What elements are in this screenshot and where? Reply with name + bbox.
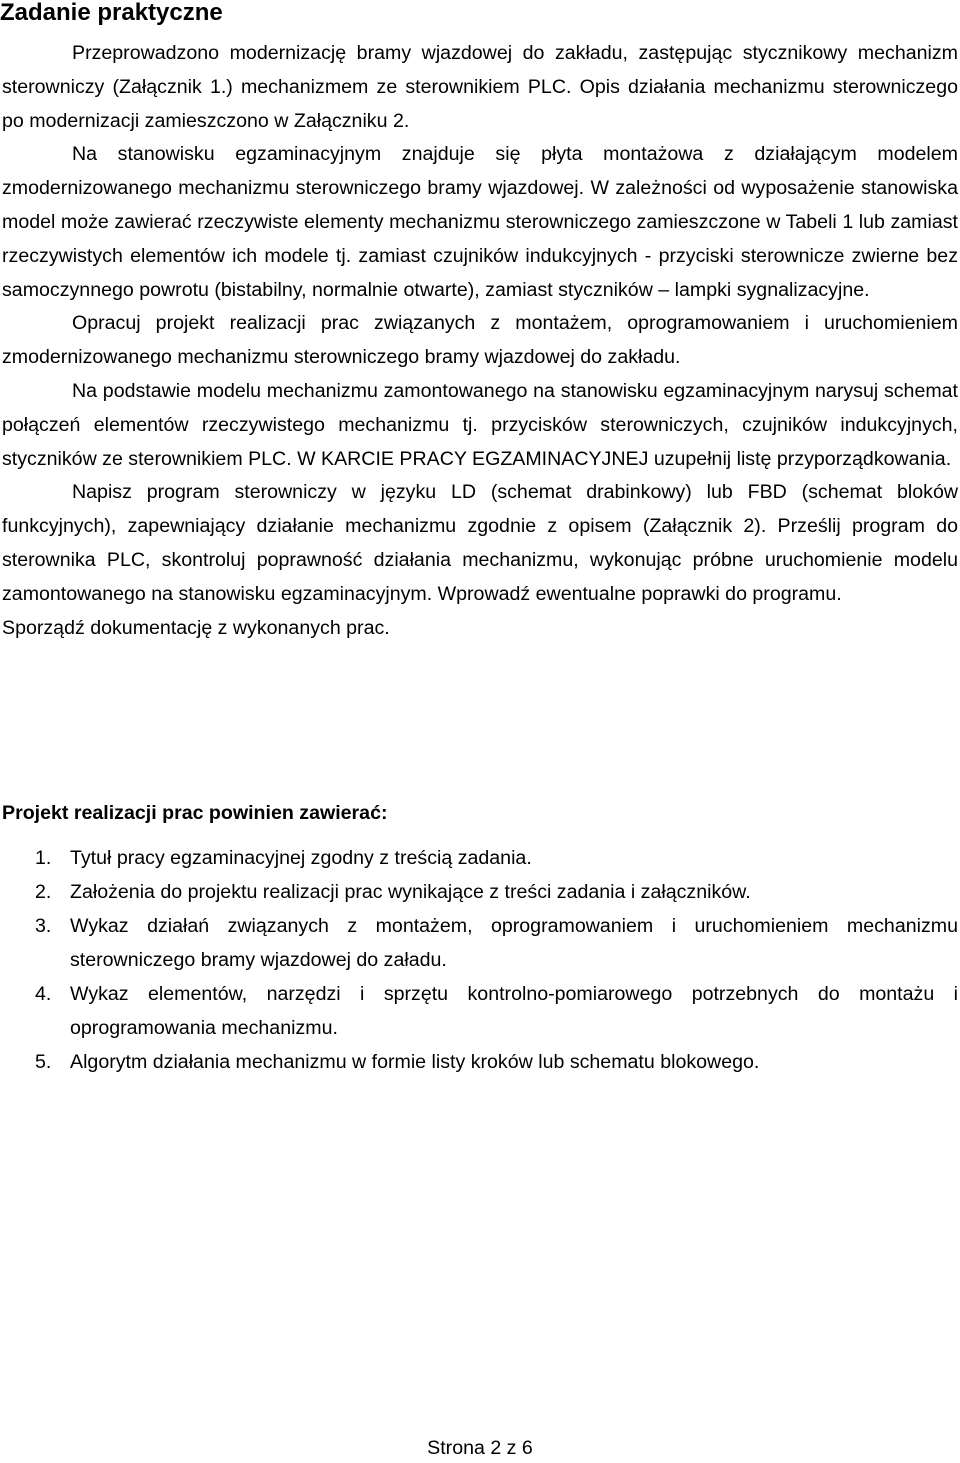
page-number: Strona 2 z 6 [427,1437,533,1459]
task-description [2,37,958,645]
project-requirements-list [2,841,958,1079]
list-item [2,909,958,977]
paragraph: Na podstawie modelu mechanizmu zamontowanego na stanowisku egzaminacyjnym narysuj schemat połączeń elementów rzeczywistego mechanizmu tj. przycisków sterowniczych, czujników indukcyjnych, styczników ze sterownikiem PLC. W KARCIE PRACY EGZAMINACYJNEJ uzupełnij listę przyporządkowania. [2,379,958,470]
list-item-text: Wykaz elementów, narzędzi i sprzętu kontrolno-pomiarowego potrzebnych do montażu i oprogramowania mechanizmu. [70,983,958,1039]
list-item-number: 4. [35,983,52,1005]
list-item-text: Założenia do projektu realizacji prac wynikające z treści zadania i załączników. [70,881,751,903]
list-item-number: 1. [35,847,52,869]
paragraph: Opracuj projekt realizacji prac związanych z montażem, oprogramowaniem i uruchomieniem zmodernizowanego mechanizmu sterowniczego bramy wjazdowej do zakładu. [2,312,958,369]
list-item-text: Wykaz działań związanych z montażem, oprogramowaniem i uruchomieniem mechanizmu sterowniczego bramy wjazdowej do załadu. [70,915,958,971]
list-item [2,977,958,1045]
list-item-text: Algorytm działania mechanizmu w formie listy kroków lub schematu blokowego. [70,1051,760,1073]
list-item [2,1045,958,1079]
project-heading: Projekt realizacji prac powinien zawierać: [2,802,388,824]
list-item-number: 3. [35,915,52,937]
paragraph: Przeprowadzono modernizację bramy wjazdowej do zakładu, zastępując stycznikowy mechanizm sterowniczy (Załącznik 1.) mechanizmem ze sterownikiem PLC. Opis działania mechanizmu sterowniczego po modernizacji zamieszczono w Załączniku 2. [2,42,958,132]
paragraph: Na stanowisku egzaminacyjnym znajduje się płyta montażowa z działającym modelem zmodernizowanego mechanizmu sterowniczego bramy wjazdowej. W zależności od wyposażenie stanowiska model może zawierać rzeczywiste elementy mechanizmu sterowniczego zamieszczone w Tabeli 1 lub zamiast rzeczywistych elementów ich modele tj. zamiast czujników indukcyjnych - przyciski sterownicze zwierne bez samoczynnego powrotu (bistabilny, normalnie otwarte), zamiast styczników – lampki sygnalizacyjne. [2,143,958,301]
list-item-number: 2. [35,881,52,903]
paragraph: Sporządź dokumentację z wykonanych prac. [2,616,390,639]
list-item [2,841,958,875]
page-title: Zadanie praktyczne [0,0,223,26]
paragraph: Napisz program sterowniczy w języku LD (schemat drabinkowy) lub FBD (schemat bloków funkcyjnych), zapewniający działanie mechanizmu zgodnie z opisem (Załącznik 2). Prześlij program do sterownika PLC, skontroluj poprawność działania mechanizmu, wykonując próbne uruchomienie modelu zamontowanego na stanowisku egzaminacyjnym. Wprowadź ewentualne poprawki do programu. [2,481,958,605]
list-item-number: 5. [35,1051,52,1073]
list-item [2,875,958,909]
list-item-text: Tytuł pracy egzaminacyjnej zgodny z treścią zadania. [70,847,532,869]
